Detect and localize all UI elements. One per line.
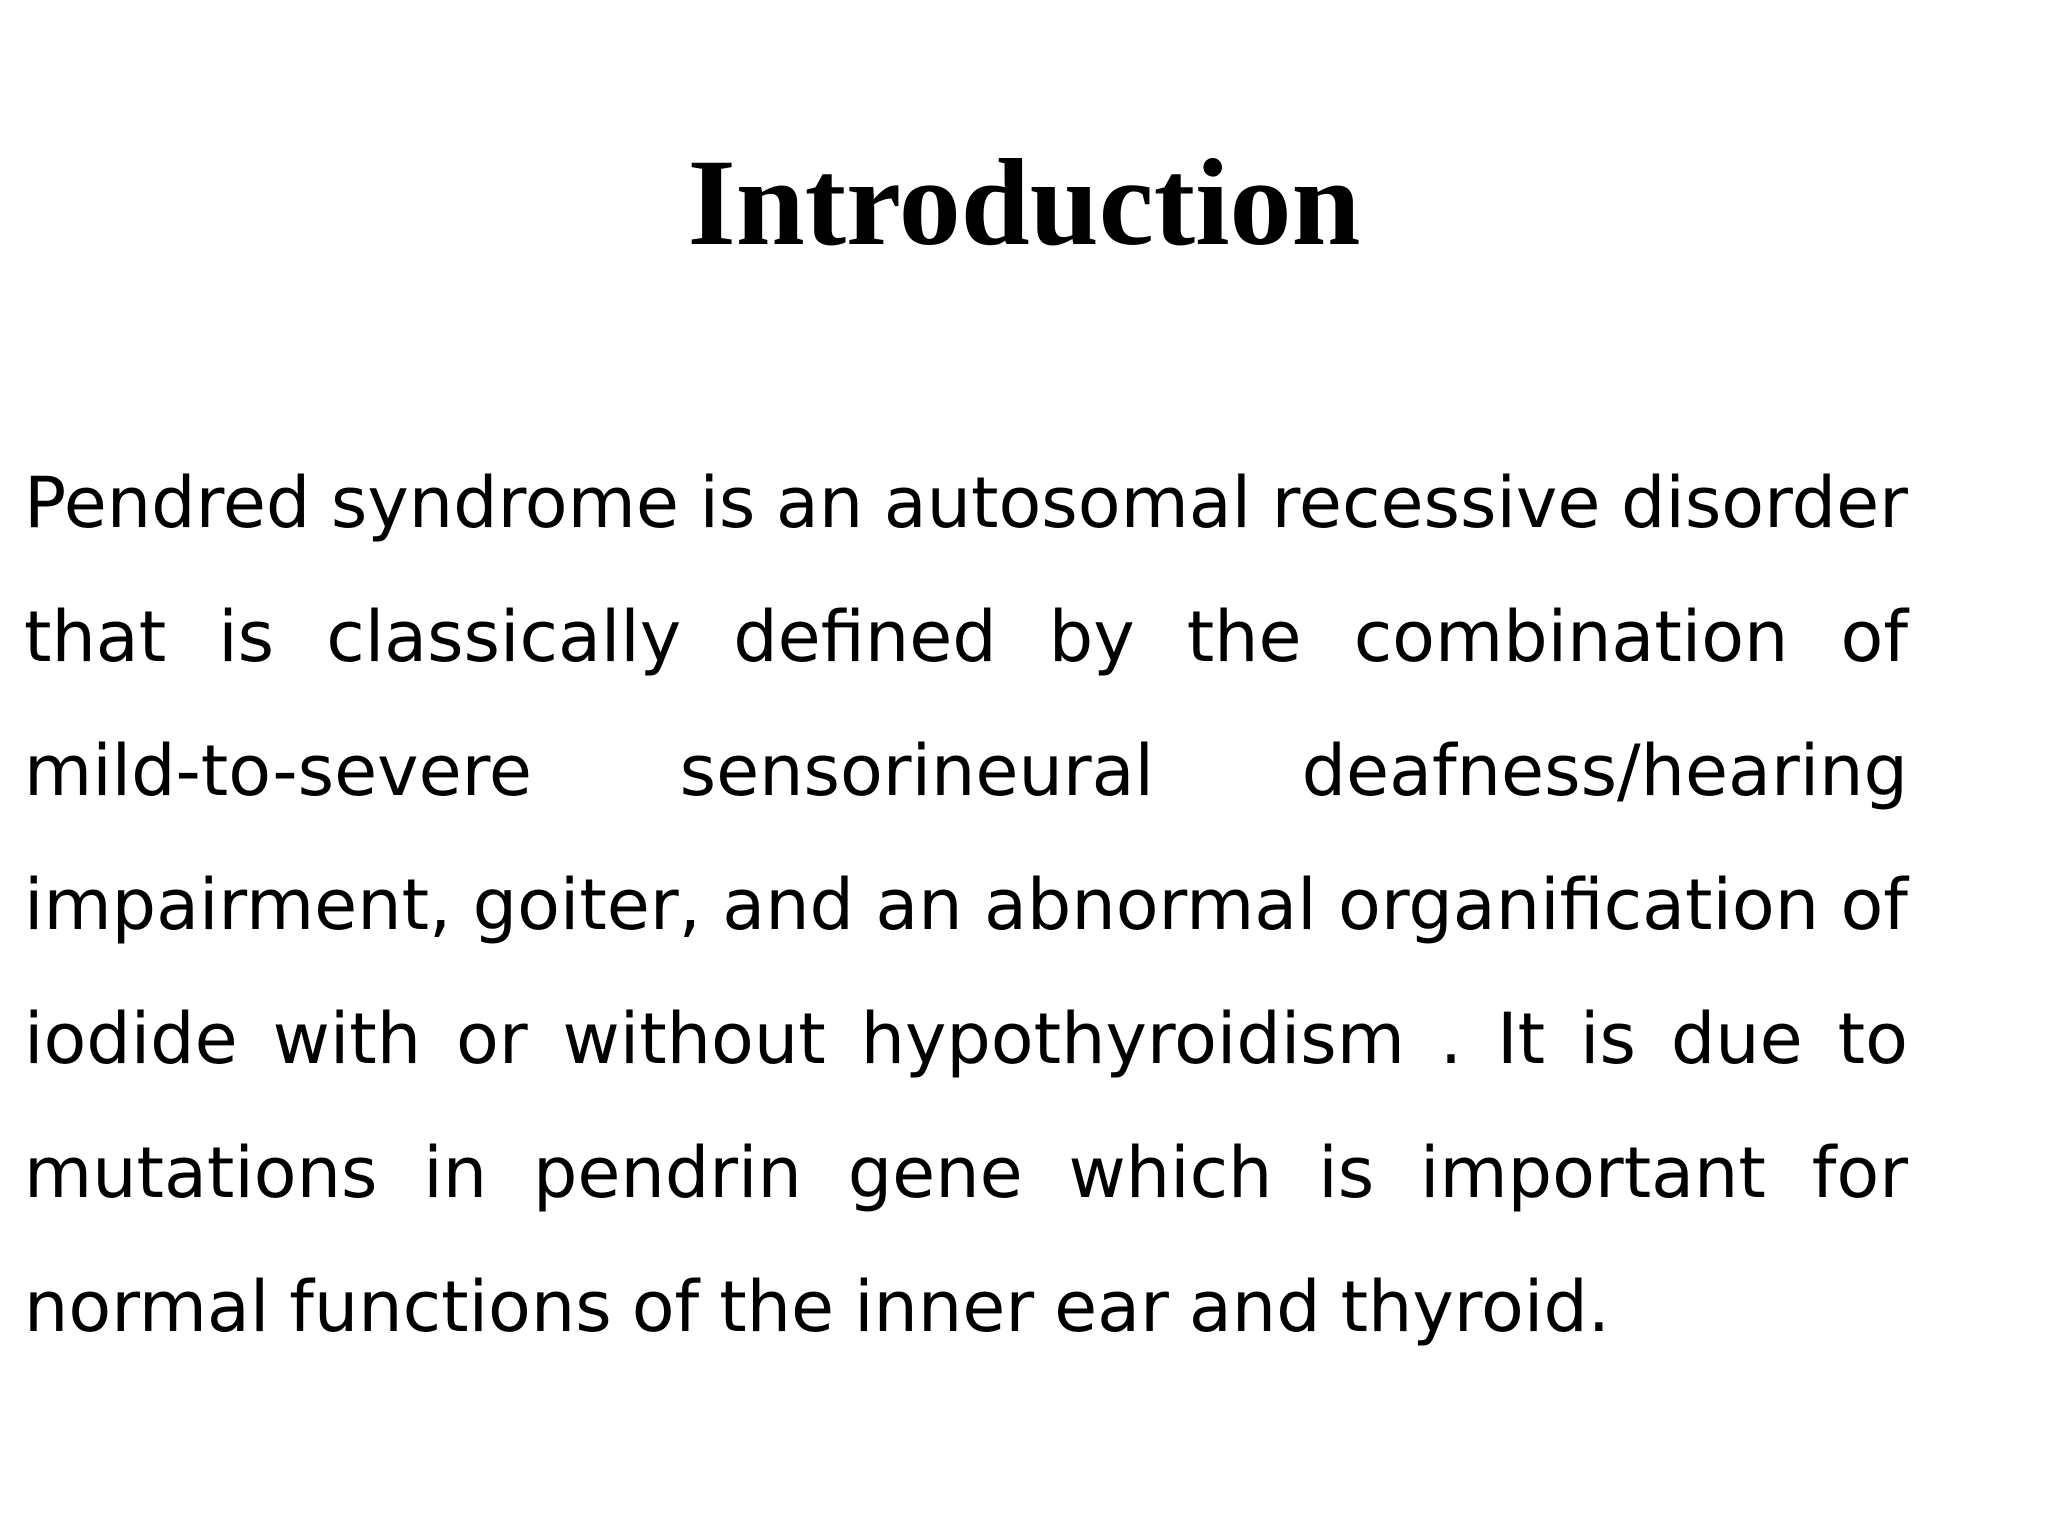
- paragraph-word: of: [1840, 596, 1908, 678]
- paragraph-word: It: [1497, 998, 1546, 1080]
- paragraph-word: .: [1439, 998, 1463, 1080]
- paragraph-word: goiter,: [472, 864, 701, 946]
- slide-title: Introduction: [687, 134, 1361, 271]
- paragraph-word: combination: [1353, 596, 1789, 678]
- paragraph-word: classically: [326, 596, 682, 678]
- paragraph-word: or: [456, 998, 528, 1080]
- paragraph-word: the: [1186, 596, 1302, 678]
- paragraph-word: iodide: [24, 998, 238, 1080]
- paragraph-word: to: [1837, 998, 1908, 1080]
- paragraph-word: defined: [733, 596, 997, 678]
- paragraph-word: which: [1068, 1132, 1273, 1214]
- paragraph-word: important: [1420, 1132, 1766, 1214]
- paragraph-word: thyroid.: [1340, 1266, 1611, 1348]
- paragraph-word: is: [1318, 1132, 1375, 1214]
- paragraph-word: abnormal: [984, 864, 1317, 946]
- paragraph-line: [24, 838, 1908, 972]
- paragraph-word: an: [775, 462, 864, 544]
- paragraph-word: with: [272, 998, 422, 1080]
- paragraph-word: an: [875, 864, 963, 946]
- paragraph-line: [24, 972, 1908, 1106]
- slide-body-paragraph: [24, 436, 1908, 1374]
- paragraph-word: Pendred: [24, 462, 311, 544]
- paragraph-word: is: [699, 462, 756, 544]
- paragraph-word: impairment,: [24, 864, 452, 946]
- paragraph-word: of: [1840, 864, 1908, 946]
- paragraph-line: [24, 1240, 1908, 1374]
- paragraph-line: [24, 704, 1908, 838]
- paragraph-word: by: [1048, 596, 1135, 678]
- paragraph-word: and: [1188, 1266, 1321, 1348]
- paragraph-line: [24, 436, 1908, 570]
- paragraph-word: is: [1580, 998, 1636, 1080]
- paragraph-line: [24, 1106, 1908, 1240]
- paragraph-word: and: [722, 864, 854, 946]
- paragraph-word: deafness/hearing: [1301, 730, 1908, 812]
- paragraph-word: sensorineural: [679, 730, 1154, 812]
- paragraph-word: in: [423, 1132, 488, 1214]
- paragraph-word: normal: [24, 1266, 270, 1348]
- paragraph-word: is: [218, 596, 275, 678]
- paragraph-word: mutations: [24, 1132, 378, 1214]
- paragraph-word: hypothyroidism: [860, 998, 1405, 1080]
- paragraph-word: of: [631, 1266, 700, 1348]
- paragraph-word: organification: [1338, 864, 1820, 946]
- paragraph-word: without: [562, 998, 826, 1080]
- paragraph-word: autosomal: [883, 462, 1252, 544]
- paragraph-word: for: [1811, 1132, 1908, 1214]
- paragraph-word: syndrome: [330, 462, 679, 544]
- paragraph-word: disorder: [1620, 462, 1908, 544]
- paragraph-word: recessive: [1271, 462, 1601, 544]
- paragraph-word: due: [1670, 998, 1803, 1080]
- paragraph-word: that: [24, 596, 167, 678]
- paragraph-word: pendrin: [532, 1132, 802, 1214]
- paragraph-line: [24, 570, 1908, 704]
- paragraph-word: mild-to-severe: [24, 730, 532, 812]
- paragraph-word: gene: [847, 1132, 1023, 1214]
- paragraph-word: functions: [289, 1266, 612, 1348]
- paragraph-word: inner: [854, 1266, 1035, 1348]
- paragraph-word: the: [719, 1266, 835, 1348]
- paragraph-word: ear: [1054, 1266, 1169, 1348]
